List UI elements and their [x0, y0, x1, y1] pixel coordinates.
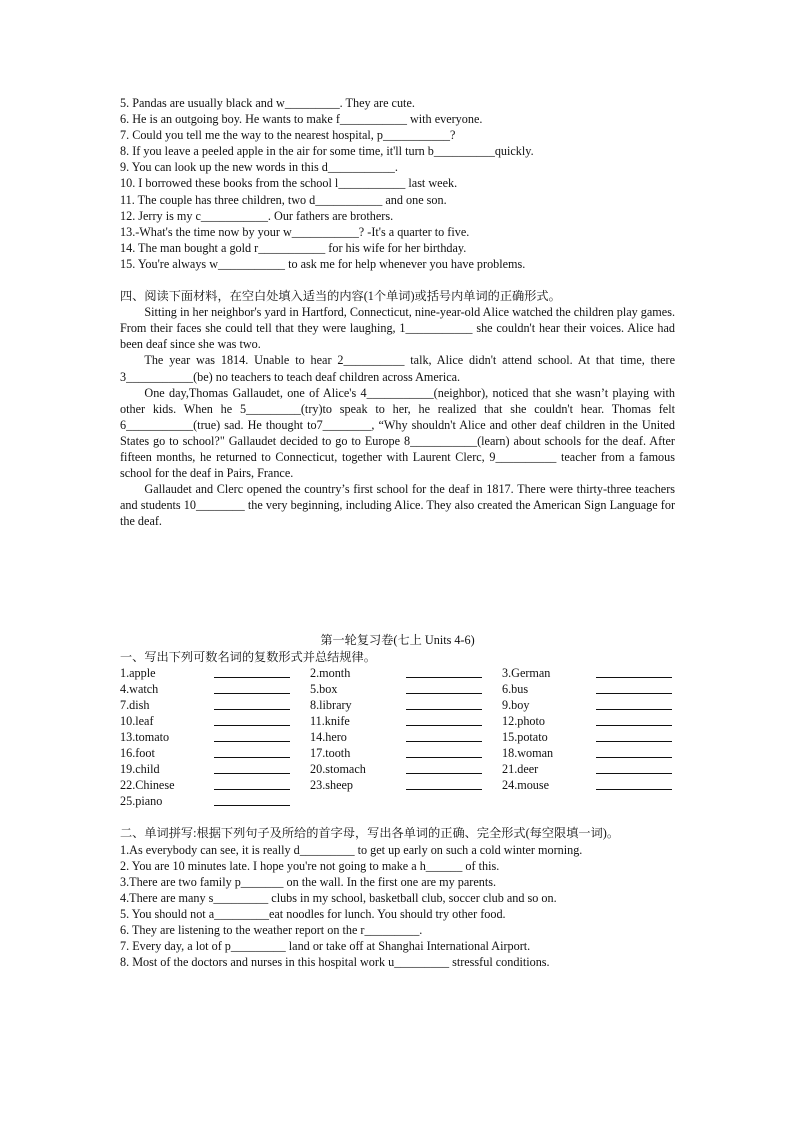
- passage-paragraph: The year was 1814. Unable to hear 2__________ talk, Alice didn't attend school. At that time, there 3___________(be) no teachers to teach deaf children across America.: [120, 353, 675, 384]
- word-item: 14.hero: [310, 730, 347, 744]
- word-item: 21.deer: [502, 762, 539, 777]
- answer-blank[interactable]: [406, 698, 482, 710]
- plural-word-grid: [120, 665, 675, 810]
- answer-blank[interactable]: [596, 730, 672, 742]
- answer-blank[interactable]: [596, 778, 672, 790]
- word-item: 4.watch: [120, 681, 159, 696]
- answer-blank[interactable]: [214, 666, 290, 678]
- answer-blank[interactable]: [406, 666, 482, 678]
- question-line: 8. If you leave a peeled apple in the air for some time, it'll turn b__________quickly.: [120, 144, 534, 159]
- word-item: 9.boy: [502, 697, 530, 712]
- answer-blank[interactable]: [406, 746, 482, 758]
- answer-blank[interactable]: [596, 682, 672, 694]
- answer-blank[interactable]: [406, 762, 482, 774]
- question-line: 7. Could you tell me the way to the nearest hospital, p___________?: [120, 128, 456, 143]
- word-item: 1.apple: [120, 665, 156, 680]
- review-title: 第一轮复习卷(七上 Units 4-6): [320, 633, 475, 648]
- word-item: 13.tomato: [120, 730, 170, 744]
- answer-blank[interactable]: [406, 682, 482, 694]
- question-line: 15. You're always w___________ to ask me for help whenever you have problems.: [120, 256, 526, 271]
- passage-paragraph: Sitting in her neighbor's yard in Hartford, Connecticut, nine-year-old Alice watched the children play games. From their faces she could tell that they were laughing, 1___________ she couldn't hear their voices. Alice had been deaf since she was two.: [120, 305, 675, 352]
- spelling-item: 8. Most of the doctors and nurses in this hospital work u_________ stressful conditions.: [120, 955, 550, 970]
- word-item: 22.Chinese: [120, 778, 175, 793]
- word-item: 7.dish: [120, 697, 150, 712]
- answer-blank[interactable]: [214, 762, 290, 774]
- question-line: 6. He is an outgoing boy. He wants to make f___________ with everyone.: [120, 112, 483, 127]
- question-line: 10. I borrowed these books from the school l___________ last week.: [120, 176, 458, 191]
- word-item: 17.tooth: [310, 746, 351, 761]
- word-item: 8.library: [310, 697, 352, 712]
- answer-blank[interactable]: [214, 682, 290, 694]
- review-section: [120, 632, 675, 970]
- part1-tail: [120, 95, 675, 272]
- question-line: 11. The couple has three children, two d___________ and one son.: [120, 192, 447, 207]
- spelling-item: 6. They are listening to the weather report on the r_________.: [120, 923, 423, 938]
- question-line: 9. You can look up the new words in this d___________.: [120, 160, 398, 175]
- word-item: 18.woman: [502, 746, 554, 761]
- word-item: 6.bus: [502, 681, 529, 696]
- answer-blank[interactable]: [596, 714, 672, 726]
- question-line: 5. Pandas are usually black and w_________. They are cute.: [120, 96, 415, 110]
- passage-paragraph: One day,Thomas Gallaudet, one of Alice's 4___________(neighbor), noticed that she wasn’t playing with other kids. When he 5_________(try)to speak to her, he realized that she couldn't hear. Thomas felt 6___________(true) sad. He thought to7________, “Why shouldn't Alice and other deaf children in the United States go to school?" Gallaudet decided to go to Europe 8___________(learn) about schools for the deaf. After fifteen months, he returned to Connecticut, together with Laurent Clerc, 9__________ teacher from a famous school for the deaf in Pairs, France.: [120, 385, 675, 481]
- question-line: 12. Jerry is my c___________. Our fathers are brothers.: [120, 208, 394, 223]
- answer-blank[interactable]: [214, 714, 290, 726]
- question-line: 13.-What's the time now by your w___________? -It's a quarter to five.: [120, 224, 470, 239]
- question-line: 14. The man bought a gold r___________ for his wife for her birthday.: [120, 240, 467, 255]
- word-item: 24.mouse: [502, 778, 550, 793]
- answer-blank[interactable]: [214, 698, 290, 710]
- answer-blank[interactable]: [214, 778, 290, 790]
- answer-blank[interactable]: [406, 714, 482, 726]
- section1-heading: 一、写出下列可数名词的复数形式并总结规律。: [120, 649, 376, 664]
- answer-blank[interactable]: [596, 698, 672, 710]
- word-item: 12.photo: [502, 713, 545, 728]
- word-item: 2.month: [310, 665, 351, 680]
- spelling-item: 5. You should not a_________eat noodles for lunch. You should try other food.: [120, 906, 506, 921]
- word-item: 20.stomach: [310, 762, 366, 777]
- spelling-item: 3.There are two family p_______ on the wall. In the first one are my parents.: [120, 874, 497, 889]
- word-item: 5.box: [310, 681, 338, 696]
- section2-heading: 二、单词拼写:根据下列句子及所给的首字母，写出各单词的正确、完全形式(每空限填一词)。: [120, 826, 620, 841]
- section4-heading: 四、阅读下面材料，在空白处填入适当的内容(1个单词)或括号内单词的正确形式。: [120, 289, 561, 304]
- word-item: 10.leaf: [120, 713, 154, 728]
- answer-blank[interactable]: [214, 794, 290, 806]
- answer-blank[interactable]: [214, 730, 290, 742]
- answer-blank[interactable]: [406, 730, 482, 742]
- word-item: 23.sheep: [310, 778, 353, 793]
- answer-blank[interactable]: [596, 666, 672, 678]
- word-item: 25.piano: [120, 794, 163, 809]
- spelling-item: 4.There are many s_________ clubs in my school, basketball club, soccer club and so on.: [120, 890, 557, 905]
- spelling-item: 1.As everybody can see, it is really d_________ to get up early on such a cold winter morning.: [120, 842, 583, 857]
- passage-paragraph: Gallaudet and Clerc opened the country’s first school for the deaf in 1817. There were thirty-three teachers and students 10________ the very beginning, including Alice. They also created the American Sign Language for the deaf.: [120, 482, 675, 529]
- word-item: 19.child: [120, 762, 160, 777]
- answer-blank[interactable]: [596, 746, 672, 758]
- worksheet-page: [120, 95, 675, 970]
- spelling-item: 7. Every day, a lot of p_________ land or take off at Shanghai International Airport.: [120, 939, 531, 954]
- answer-blank[interactable]: [214, 746, 290, 758]
- answer-blank[interactable]: [406, 778, 482, 790]
- word-item: 15.potato: [502, 730, 548, 744]
- answer-blank[interactable]: [596, 762, 672, 774]
- spelling-item: 2. You are 10 minutes late. I hope you're not going to make a h______ of this.: [120, 858, 500, 873]
- word-item: 11.knife: [310, 713, 350, 728]
- word-item: 16.foot: [120, 746, 155, 761]
- word-item: 3.German: [502, 665, 551, 680]
- section4: [120, 288, 675, 529]
